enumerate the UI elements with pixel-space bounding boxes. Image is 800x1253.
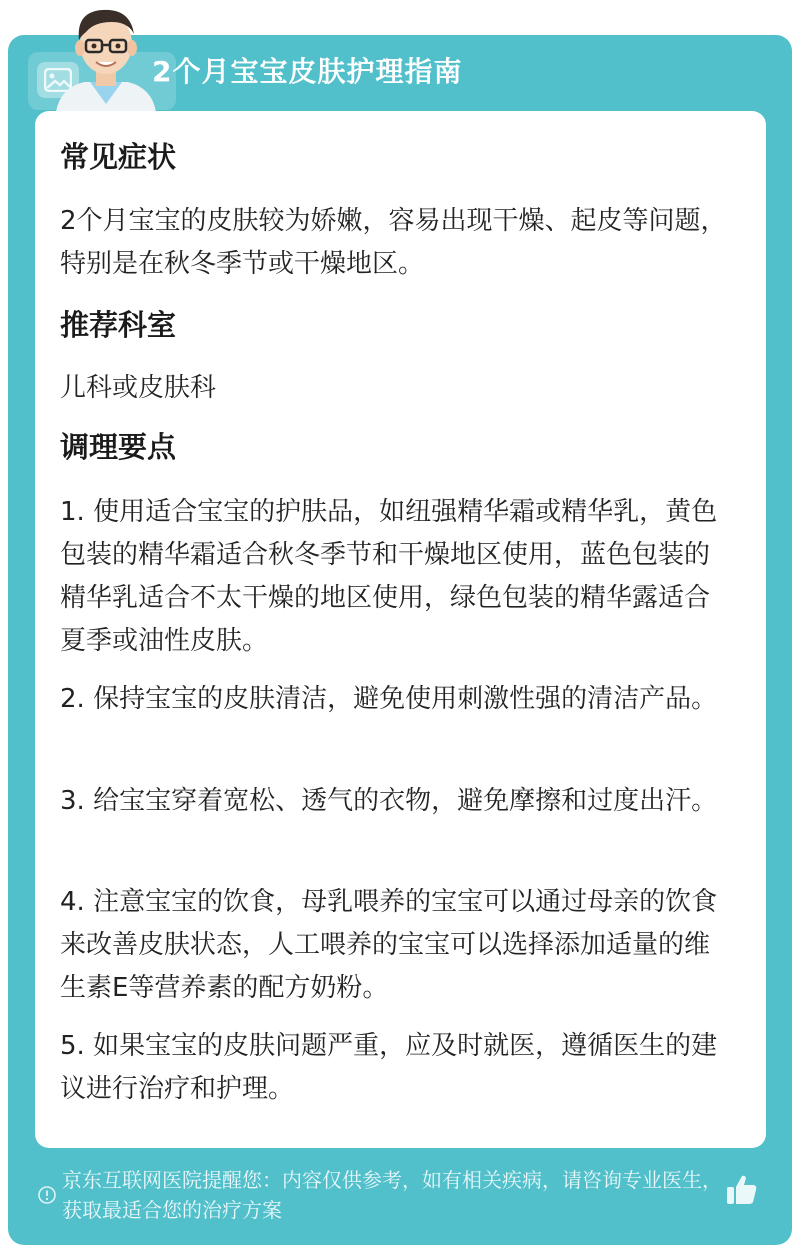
disclaimer-text: 京东互联网医院提醒您：内容仅供参考，如有相关疾病，请咨询专业医生，获取最适合您的治疗方案	[62, 1168, 722, 1222]
thumbs-up-icon[interactable]	[724, 1172, 760, 1212]
care-heading: 调理要点	[60, 430, 177, 464]
care-item: 3. 给宝宝穿着宽松、透气的衣物，避免摩擦和过度出汗。	[60, 786, 718, 816]
care-item: 1. 使用适合宝宝的护肤品，如纽强精华霜或精华乳，黄色包装的精华霜适合秋冬季节和干燥地区使用，蓝色包装的精华乳适合不太干燥的地区使用，绿色包装的精华露适合夏季或油性皮肤。	[60, 497, 718, 656]
department-heading: 推荐科室	[60, 308, 177, 342]
care-item: 4. 注意宝宝的饮食，母乳喂养的宝宝可以通过母亲的饮食来改善皮肤状态，人工喂养的宝宝可以选择添加适量的维生素E等营养素的配方奶粉。	[60, 887, 718, 1003]
page-title: 2个月宝宝皮肤护理指南	[152, 55, 463, 88]
doctor-avatar	[50, 0, 162, 112]
care-item: 2. 保持宝宝的皮肤清洁，避免使用刺激性强的清洁产品。	[60, 684, 718, 714]
symptoms-heading: 常见症状	[60, 140, 177, 174]
symptoms-text: 2个月宝宝的皮肤较为娇嫩，容易出现干燥、起皮等问题，特别是在秋冬季节或干燥地区。	[60, 206, 727, 279]
info-icon	[37, 1185, 57, 1209]
department-text: 儿科或皮肤科	[60, 373, 217, 403]
care-item: 5. 如果宝宝的皮肤问题严重，应及时就医，遵循医生的建议进行治疗和护理。	[60, 1031, 718, 1104]
